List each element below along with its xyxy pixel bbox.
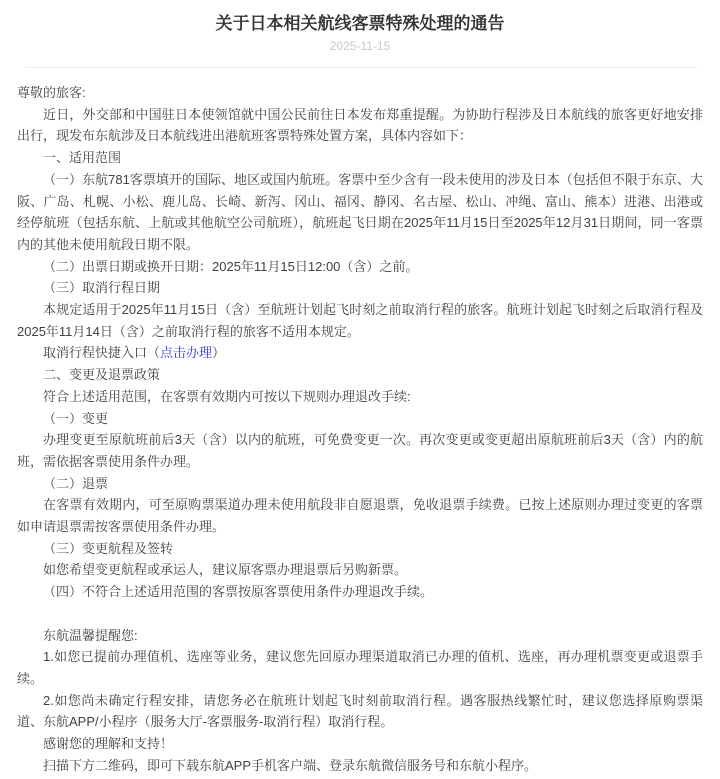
paragraph-text: 扫描下方二维码，即可下载东航APP手机客户端、登录东航微信服务号和东航小程序。	[43, 757, 538, 773]
paragraph-text: 本规定适用于2025年11月15日（含）至航班计划起飞时刻之前取消行程的旅客。航班计划起飞时刻之后取消行程及2025年11月14日（含）之前取消行程的旅客不适用本规定。	[17, 302, 703, 339]
reminder-item-1	[17, 646, 703, 689]
paragraph-text: 尊敬的旅客:	[17, 85, 86, 100]
reminder-item-2	[17, 690, 703, 733]
paragraph-text: 感谢您的理解和支持！	[43, 736, 174, 752]
greeting	[17, 82, 703, 104]
paragraph-text: 近日，外交部和中国驻日本使领馆就中国公民前往日本发布郑重提醒。为协助行程涉及日本航线的旅客更好地安排出行，现发布东航涉及日本航线进出港航班客票特殊处置方案，具体内容如下：	[17, 106, 703, 144]
section-1-heading	[17, 147, 703, 169]
thanks-line	[17, 733, 703, 755]
section-2-intro	[17, 386, 703, 408]
section-2-item-1	[17, 408, 703, 430]
notice-date: 2025-11-15	[329, 39, 391, 53]
paragraph-text: （二）退票	[43, 475, 109, 491]
section-2-heading	[17, 364, 703, 386]
paragraph-text: 如您希望变更航程或承运人，建议原客票办理退票后另购新票。	[43, 562, 408, 578]
cancel-quick-entry	[17, 342, 703, 364]
paragraph-text: 2.如您尚未确定行程安排，请您务必在航班计划起飞时刻前取消行程。遇客服热线繁忙时，建议您选择原购票渠道、东航APP/小程序（服务大厅-客票服务-取消行程）取消行程。	[17, 692, 703, 730]
paragraph-text: 在客票有效期内，可至原购票渠道办理未使用航段非自愿退票，免收退票手续费。已按上述原则办理过变更的客票如申请退票需按客票使用条件办理。	[17, 497, 703, 535]
paragraph-text: 符合上述适用范围，在客票有效期内可按以下规则办理退改手续:	[43, 388, 411, 404]
paragraph-text: （三）变更航程及签转	[43, 540, 174, 556]
cancel-itinerary-link[interactable]: 点击办理	[160, 345, 213, 361]
cancel-date-detail	[17, 299, 703, 342]
qrcode-hint	[17, 755, 703, 777]
section-2-item-3	[17, 538, 703, 560]
section-2-item-4	[17, 581, 703, 603]
notice-title: 关于日本相关航线客票特殊处理的通告	[215, 14, 505, 33]
paragraph-text: （三）取消行程日期	[43, 280, 161, 296]
notice-header	[0, 0, 720, 53]
blank-line	[17, 603, 703, 625]
paragraph-text: 东航温馨提醒您:	[43, 627, 138, 643]
refund-policy-detail	[17, 494, 703, 537]
paragraph-text: （一）东航781客票填开的国际、地区或国内航班。客票中至少含有一段未使用的涉及日本（包括但不限于东京、大阪、广岛、札幌、小松、鹿儿岛、长崎、新泻、冈山、福冈、静冈、名古屋、松山、冲绳、富山、熊本）进港、出港或经停航班（包括东航、上航或其他航空公司航班），航班起飞日期在2025年11月15日至2025年12月31日期间，同一客票内的其他未使用航段日期不限。	[17, 171, 703, 252]
section-2-item-2	[17, 473, 703, 495]
paragraph-text: 取消行程快捷入口（	[43, 345, 161, 361]
intro-paragraph	[17, 104, 703, 147]
paragraph-text: （二）出票日期或换开日期：2025年11月15日12:00（含）之前。	[43, 258, 419, 274]
paragraph-text: 办理变更至原航班前后3天（含）以内的航班，可免费变更一次。再次变更或变更超出原航班前后3天（含）内的航班，需依据客票使用条件办理。	[17, 432, 703, 469]
paragraph-text: 1.如您已提前办理值机、选座等业务，建议您先回原办理渠道取消已办理的值机、选座，再办理机票变更或退票手续。	[17, 649, 703, 686]
section-1-item-3	[17, 277, 703, 299]
reminder-heading	[17, 625, 703, 647]
paragraph-text: （一）变更	[43, 410, 109, 426]
notice-body	[0, 68, 720, 776]
paragraph-text: 一、适用范围	[43, 150, 122, 166]
section-1-item-2	[17, 256, 703, 278]
paragraph-text: （四）不符合上述适用范围的客票按原客票使用条件办理退改手续。	[43, 584, 434, 600]
change-policy-detail	[17, 429, 703, 472]
section-1-item-1	[17, 169, 703, 256]
paragraph-text: ）	[212, 345, 226, 361]
reroute-detail	[17, 559, 703, 581]
paragraph-text: 二、变更及退票政策	[43, 367, 161, 383]
